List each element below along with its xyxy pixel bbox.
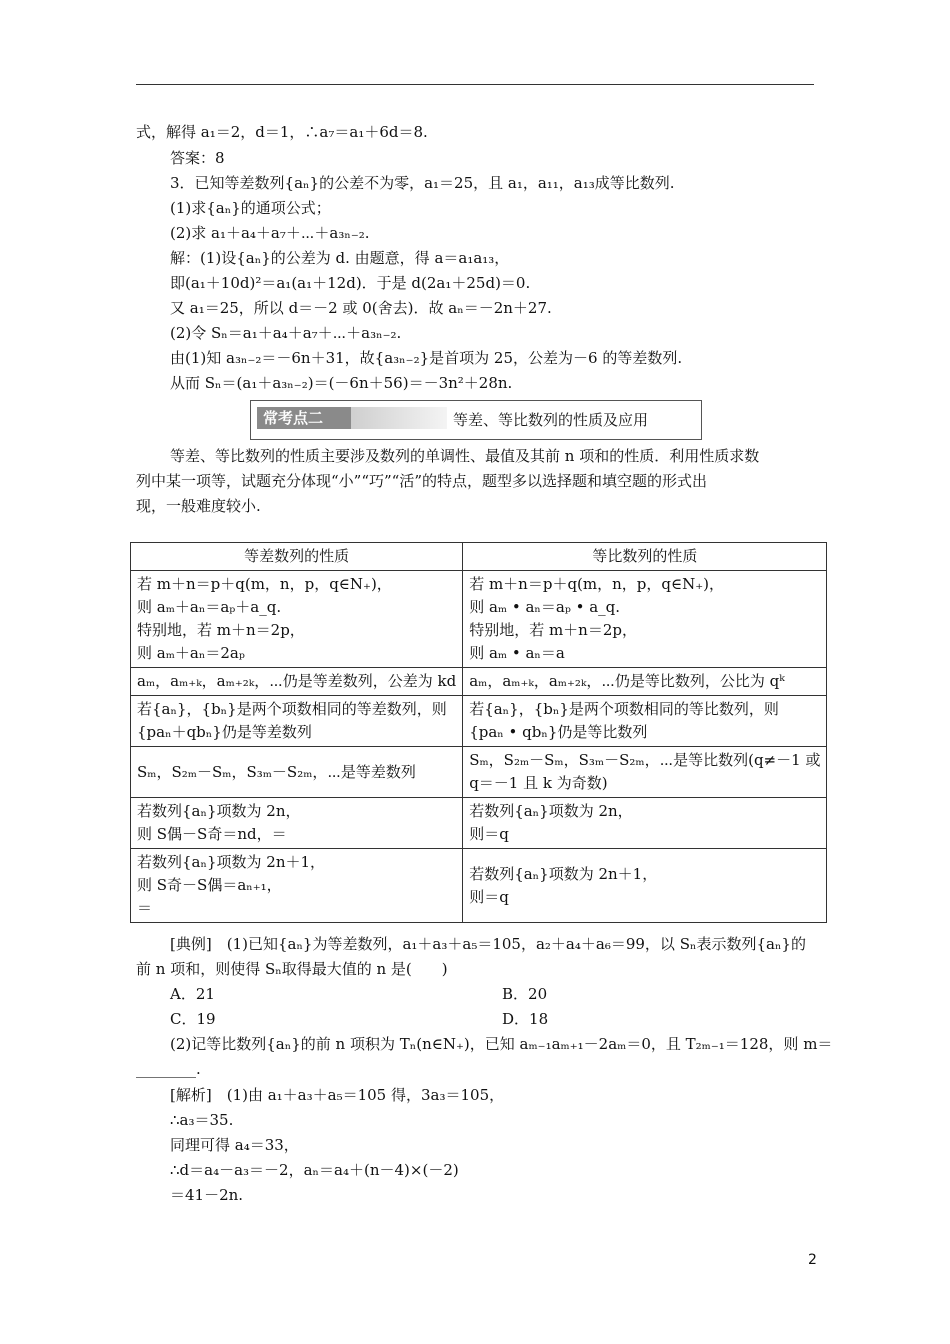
table-row (131, 747, 827, 798)
table-cell (131, 747, 463, 798)
cell-line: q＝－1 且 k 为奇数) (469, 774, 608, 792)
choice-c: C．19 (170, 1010, 216, 1028)
table-row (131, 798, 827, 849)
cell-line: 则 aₘ • aₙ＝a (469, 644, 565, 662)
section-tag-shade (351, 407, 447, 429)
cell-line: Sₘ，S₂ₘ－Sₘ，S₃ₘ－S₂ₘ，⋯是等差数列 (137, 762, 416, 781)
text-line: 列中某一项等，试题充分体现“小”“巧”“活”的特点，题型多以选择题和填空题的形式出 (136, 472, 708, 490)
cell-line: 则 aₘ • aₙ＝aₚ • a_q. (469, 598, 621, 616)
text-line: 3．已知等差数列{aₙ}的公差不为零，a₁＝25，且 a₁，a₁₁，a₁₃成等比数列. (170, 174, 675, 192)
text-line: 同理可得 a₄＝33， (170, 1136, 299, 1154)
text-line: ∴a₃＝35. (170, 1111, 234, 1129)
cell-line: 若{aₙ}，{bₙ}是两个项数相同的等比数列，则 (469, 700, 779, 718)
column-header: 等比数列的性质 (463, 543, 827, 571)
cell-line: 若数列{aₙ}项数为 2n＋1， (469, 864, 658, 883)
choice-a: A．21 (170, 985, 215, 1003)
table-cell (463, 668, 827, 696)
cell-line: 若{aₙ}，{bₙ}是两个项数相同的等差数列，则 (137, 700, 447, 718)
cell-line: 特别地，若 m＋n＝2p， (137, 621, 305, 639)
table-cell (131, 571, 463, 668)
cell-line: ＝ (137, 899, 153, 917)
table-row (131, 696, 827, 747)
text-line: 即(a₁＋10d)²＝a₁(a₁＋12d)．于是 d(2a₁＋25d)＝0. (170, 274, 531, 292)
text-line: ∴d＝a₄－a₃＝－2，aₙ＝a₄＋(n－4)×(－2) (170, 1161, 459, 1179)
section-tag: 常考点二 (257, 407, 355, 429)
cell-line: 则 aₘ＋aₙ＝2aₚ (137, 644, 245, 662)
table-cell (463, 571, 827, 668)
cell-line: 则＝q (469, 825, 509, 843)
text-line: 解：(1)设{aₙ}的公差为 d. 由题意，得 a＝a₁a₁₃， (170, 249, 510, 267)
table-row (131, 849, 827, 923)
properties-table (130, 542, 827, 923)
text-line: 前 n 项和，则使得 Sₙ取得最大值的 n 是( ) (136, 960, 448, 978)
table-cell (463, 849, 827, 923)
cell-line: 特别地，若 m＋n＝2p， (469, 621, 637, 639)
table-cell (131, 849, 463, 923)
table-cell (131, 668, 463, 696)
column-header: 等差数列的性质 (131, 543, 463, 571)
text-line: 又 a₁＝25，所以 d＝－2 或 0(舍去)．故 aₙ＝－2n＋27. (170, 299, 552, 317)
page-number: 2 (808, 1252, 817, 1268)
table-header-row (131, 543, 827, 571)
choice-d: D．18 (502, 1010, 549, 1028)
table-cell (131, 696, 463, 747)
text-line: 从而 Sₙ＝(a₁＋a₃ₙ₋₂)＝(－6n＋56)＝－3n²＋28n. (170, 374, 513, 392)
text-line: [解析] (1)由 a₁＋a₃＋a₅＝105 得，3a₃＝105， (170, 1086, 505, 1104)
choice-b: B．20 (502, 985, 548, 1003)
cell-line: 则 S偶－S奇＝nd，＝ (137, 825, 287, 843)
cell-line: 则＝q (469, 887, 509, 906)
cell-line: 则 aₘ＋aₙ＝aₚ＋a_q. (137, 598, 282, 616)
table-cell (463, 798, 827, 849)
cell-line: Sₘ，S₂ₘ－Sₘ，S₃ₘ－S₂ₘ，⋯是等比数列(q≠－1 或 (469, 751, 821, 769)
cell-line: 则 S奇－S偶＝aₙ₊₁， (137, 876, 282, 894)
text-line: 由(1)知 a₃ₙ₋₂＝－6n＋31，故{a₃ₙ₋₂}是首项为 25，公差为－6 的等差数列. (170, 349, 683, 367)
text-line: [典例] (1)已知{aₙ}为等差数列，a₁＋a₃＋a₅＝105，a₂＋a₄＋a₆＝99，以 Sₙ表示数列{aₙ}的 (170, 935, 806, 953)
cell-line: 若 m＋n＝p＋q(m，n，p，q∈N₊)， (137, 575, 392, 593)
text-line: 式，解得 a₁＝2，d＝1，∴a₇＝a₁＋6d＝8. (136, 123, 428, 141)
cell-line: {paₙ＋qbₙ}仍是等差数列 (137, 723, 312, 741)
cell-line: 若数列{aₙ}项数为 2n， (469, 802, 633, 820)
cell-line: 若数列{aₙ}项数为 2n＋1， (137, 853, 326, 871)
cell-line: 若 m＋n＝p＋q(m，n，p，q∈N₊)， (469, 575, 724, 593)
text-line: (2)记等比数列{aₙ}的前 n 项积为 Tₙ(n∈N₊)，已知 aₘ₋₁aₘ₊₁－2aₘ＝0，且 T₂ₘ₋₁＝128，则 m＝ (170, 1035, 833, 1053)
cell-line: {paₙ • qbₙ}仍是等比数列 (469, 723, 648, 741)
table-cell (463, 696, 827, 747)
text-line: 现，一般难度较小. (136, 497, 261, 515)
table-row (131, 668, 827, 696)
header-rule (136, 84, 814, 85)
cell-line: aₘ，aₘ₊ₖ，aₘ₊₂ₖ，⋯仍是等差数列，公差为 kd (137, 672, 457, 690)
text-line: 等差、等比数列的性质主要涉及数列的单调性、最值及其前 n 项和的性质．利用性质求数 (170, 447, 760, 465)
text-line: (2)求 a₁＋a₄＋a₇＋⋯＋a₃ₙ₋₂. (170, 224, 370, 242)
cell-line: aₘ，aₘ₊ₖ，aₘ₊₂ₖ，⋯仍是等比数列，公比为 qᵏ (469, 672, 785, 690)
cell-line: 若数列{aₙ}项数为 2n， (137, 802, 301, 820)
text-line: 答案：8 (170, 149, 225, 167)
text-line: (1)求{aₙ}的通项公式； (170, 199, 331, 217)
table-row (131, 571, 827, 668)
section-title: 等差、等比数列的性质及应用 (453, 411, 649, 429)
table-cell (131, 798, 463, 849)
text-line: ＝41－2n. (170, 1186, 244, 1204)
text-line: ________. (136, 1060, 201, 1078)
table-cell (463, 747, 827, 798)
section-banner (250, 400, 702, 440)
text-line: (2)令 Sₙ＝a₁＋a₄＋a₇＋⋯＋a₃ₙ₋₂. (170, 324, 402, 342)
